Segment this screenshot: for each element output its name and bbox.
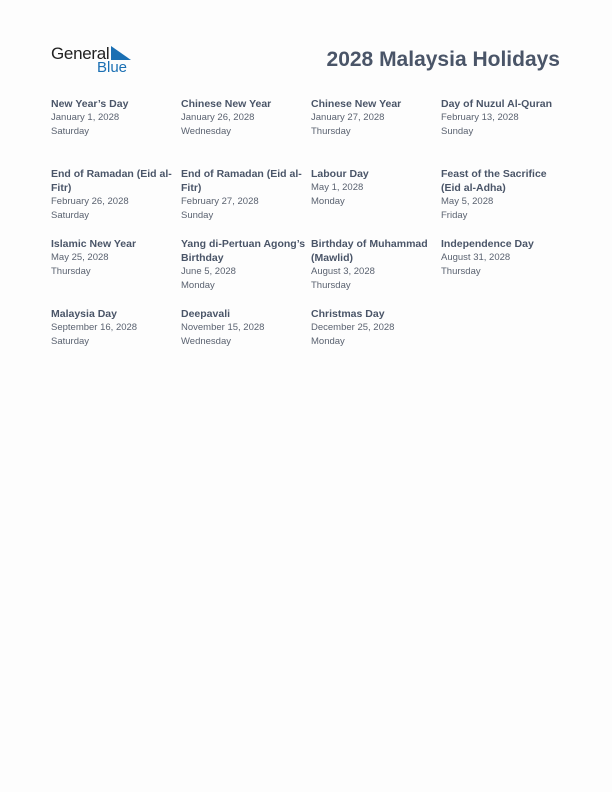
holiday-date: February 27, 2028 xyxy=(181,196,259,207)
holiday-name: Day of Nuzul Al-Quran xyxy=(441,98,553,110)
holiday-item xyxy=(441,97,566,138)
logo-triangle-icon xyxy=(111,46,131,60)
holiday-row xyxy=(51,307,571,377)
holiday-name: Feast of the Sacrifice (Eid al-Adha) xyxy=(441,168,547,194)
holiday-weekday: Sunday xyxy=(441,125,474,137)
holiday-date: February 13, 2028 xyxy=(441,112,519,123)
holiday-name: End of Ramadan (Eid al-Fitr) xyxy=(181,168,302,194)
generalblue-logo xyxy=(51,44,141,78)
holiday-date: August 3, 2028 xyxy=(311,266,375,277)
holiday-item xyxy=(441,167,566,222)
holiday-item xyxy=(311,97,436,138)
holiday-name: End of Ramadan (Eid al-Fitr) xyxy=(51,168,172,194)
holiday-item xyxy=(311,167,436,208)
holiday-name: Chinese New Year xyxy=(181,98,272,110)
holiday-date: May 25, 2028 xyxy=(51,252,109,263)
holiday-date: June 5, 2028 xyxy=(181,266,236,277)
holiday-weekday: Monday xyxy=(311,335,345,347)
holiday-weekday: Thursday xyxy=(311,125,351,137)
holiday-name: Malaysia Day xyxy=(51,308,117,320)
holiday-date: January 1, 2028 xyxy=(51,112,120,123)
holiday-item xyxy=(441,237,566,278)
holiday-item xyxy=(51,97,176,138)
holiday-item xyxy=(51,307,176,348)
holiday-weekday: Saturday xyxy=(51,125,90,137)
holiday-row xyxy=(51,167,571,237)
holiday-weekday: Saturday xyxy=(51,209,90,221)
holiday-item xyxy=(181,97,306,138)
holiday-item xyxy=(181,167,306,222)
holiday-weekday: Wednesday xyxy=(181,125,231,137)
holiday-weekday: Thursday xyxy=(441,265,481,277)
holiday-weekday: Thursday xyxy=(51,265,91,277)
holiday-name: Birthday of Muhammad (Mawlid) xyxy=(311,238,428,264)
holiday-date: August 31, 2028 xyxy=(441,252,511,263)
holiday-item xyxy=(311,237,436,292)
holiday-name: Islamic New Year xyxy=(51,238,137,250)
holiday-grid xyxy=(51,97,571,377)
holiday-date: February 26, 2028 xyxy=(51,196,129,207)
holiday-date: January 26, 2028 xyxy=(181,112,255,123)
holiday-weekday: Monday xyxy=(311,195,345,207)
holiday-row xyxy=(51,97,571,167)
page-title: 2028 Malaysia Holidays xyxy=(326,48,560,71)
holiday-name: Independence Day xyxy=(441,238,534,250)
holiday-date: December 25, 2028 xyxy=(311,322,395,333)
holiday-name: Chinese New Year xyxy=(311,98,402,110)
holiday-name: Labour Day xyxy=(311,168,369,180)
holiday-weekday: Friday xyxy=(441,209,468,221)
holiday-weekday: Saturday xyxy=(51,335,90,347)
holiday-date: January 27, 2028 xyxy=(311,112,385,123)
logo-word-general: General xyxy=(51,44,110,63)
holiday-date: May 1, 2028 xyxy=(311,182,364,193)
holiday-item xyxy=(51,167,176,222)
holiday-name: Deepavali xyxy=(181,308,231,320)
holiday-item xyxy=(181,237,306,292)
holiday-name: Yang di-Pertuan Agong’s Birthday xyxy=(181,238,306,264)
holiday-date: September 16, 2028 xyxy=(51,322,138,333)
holiday-item xyxy=(181,307,306,348)
holiday-row xyxy=(51,237,571,307)
holiday-weekday: Monday xyxy=(181,279,215,291)
holiday-weekday: Thursday xyxy=(311,279,351,291)
holiday-name: Christmas Day xyxy=(311,308,385,320)
holiday-weekday: Wednesday xyxy=(181,335,231,347)
holiday-item xyxy=(51,237,176,278)
holiday-weekday: Sunday xyxy=(181,209,214,221)
holiday-name: New Year’s Day xyxy=(51,98,129,110)
holiday-item xyxy=(311,307,436,348)
holiday-date: November 15, 2028 xyxy=(181,322,265,333)
holiday-date: May 5, 2028 xyxy=(441,196,494,207)
logo-word-blue: Blue xyxy=(97,59,128,76)
